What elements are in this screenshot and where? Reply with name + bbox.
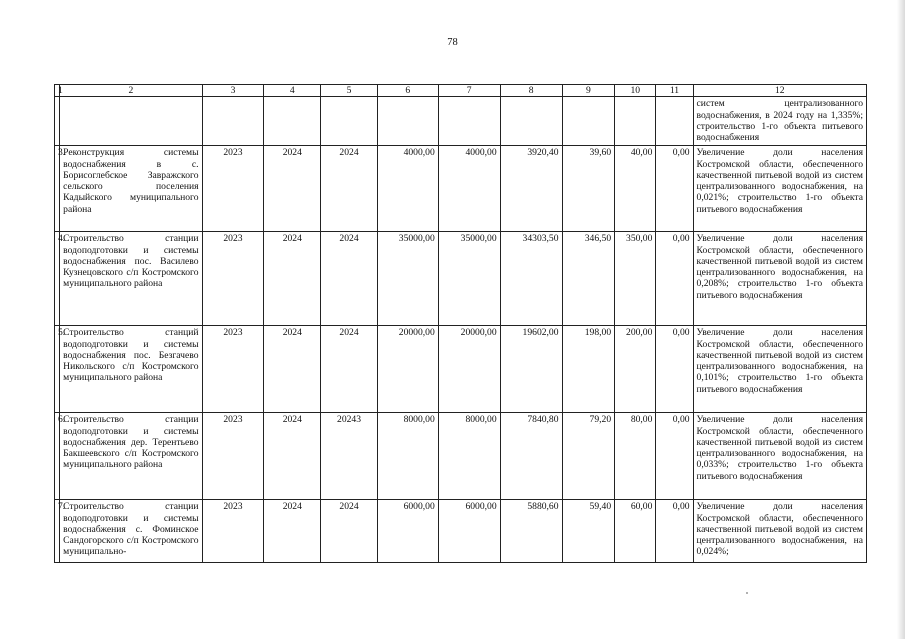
amount-local: 80,00 <box>615 413 656 500</box>
amount-federal: 19602,00 <box>500 326 562 413</box>
year-end: 2024 <box>321 232 378 326</box>
year-commission <box>264 97 321 146</box>
year-commission: 2024 <box>264 500 321 563</box>
year-end: 2024 <box>321 326 378 413</box>
column-header: 4 <box>264 85 321 97</box>
amount-other: 0,00 <box>656 326 693 413</box>
year-start: 2023 <box>202 232 264 326</box>
measure-name <box>60 97 202 146</box>
amount-2024: 6000,00 <box>438 500 500 563</box>
amount-federal <box>500 97 562 146</box>
amount-2024: 35000,00 <box>438 232 500 326</box>
year-start: 2023 <box>202 413 264 500</box>
amount-other <box>656 97 693 146</box>
amount-2024: 8000,00 <box>438 413 500 500</box>
year-end <box>321 97 378 146</box>
year-commission: 2024 <box>264 232 321 326</box>
year-end: 20243 <box>321 413 378 500</box>
measure-name: Строительство станций водоподготовки и системы водоснабжения пос. Безгачево Никольского с/п Костромского муниципального района <box>60 326 202 413</box>
row-number: 5. <box>55 326 60 413</box>
amount-local: 200,00 <box>615 326 656 413</box>
amount-2024: 4000,00 <box>438 146 500 232</box>
column-header: 9 <box>562 85 615 97</box>
expected-result: Увеличение доли населения Костромской области, обеспеченного качественной питьевой водой из систем централизованного водоснабжения, на 0,021%; строительство 1-го объекта питьевого водоснабжения <box>693 146 866 232</box>
amount-total: 35000,00 <box>377 232 438 326</box>
amount-local <box>615 97 656 146</box>
expected-result: Увеличение доли населения Костромской области, обеспеченного качественной питьевой водой из систем централизованного водоснабжения, на 0,033%; строительство 1-го объекта питьевого водоснабжения <box>693 413 866 500</box>
column-number-row <box>55 85 867 97</box>
amount-other: 0,00 <box>656 232 693 326</box>
amount-2024 <box>438 97 500 146</box>
column-header: 10 <box>615 85 656 97</box>
table-row <box>55 97 867 146</box>
year-start <box>202 97 264 146</box>
year-commission: 2024 <box>264 413 321 500</box>
amount-regional: 59,40 <box>562 500 615 563</box>
measure-name: Строительство станции водоподготовки и системы водоснабжения с. Фоминское Сандогорского с/п Костромского муниципально- <box>60 500 202 563</box>
column-header: 3 <box>202 85 264 97</box>
amount-2024: 20000,00 <box>438 326 500 413</box>
table-row <box>55 413 867 500</box>
row-number: 4. <box>55 232 60 326</box>
amount-federal: 7840,80 <box>500 413 562 500</box>
row-number: 3. <box>55 146 60 232</box>
measure-name: Строительство станции водоподготовки и системы водоснабжения дер. Терентьево Бакшеевского с/п Костромского муниципального района <box>60 413 202 500</box>
amount-federal: 5880,60 <box>500 500 562 563</box>
table-row <box>55 326 867 413</box>
table-row <box>55 232 867 326</box>
column-header: 7 <box>438 85 500 97</box>
measure-name: Реконструкция системы водоснабжения в с. Борисоглебское Завражского сельского поселения Кадыйского муниципального района <box>60 146 202 232</box>
amount-local: 60,00 <box>615 500 656 563</box>
expected-result: Увеличение доли населения Костромской области, обеспеченного качественной питьевой водой из систем централизованного водоснабжения, на 0,101%; строительство 1-го объекта питьевого водоснабжения <box>693 326 866 413</box>
year-end: 2024 <box>321 500 378 563</box>
amount-total: 6000,00 <box>377 500 438 563</box>
amount-regional <box>562 97 615 146</box>
column-header: 11 <box>656 85 693 97</box>
amount-other: 0,00 <box>656 146 693 232</box>
expected-result: систем централизованного водоснабжения, в 2024 году на 1,335%; строительство 1-го объекта питьевого водоснабжения <box>693 97 866 146</box>
amount-other: 0,00 <box>656 413 693 500</box>
amount-total: 8000,00 <box>377 413 438 500</box>
scan-speck <box>746 592 748 594</box>
amount-federal: 3920,40 <box>500 146 562 232</box>
amount-total <box>377 97 438 146</box>
program-measures-table <box>54 84 867 563</box>
amount-regional: 198,00 <box>562 326 615 413</box>
amount-local: 40,00 <box>615 146 656 232</box>
amount-regional: 346,50 <box>562 232 615 326</box>
amount-regional: 79,20 <box>562 413 615 500</box>
measure-name: Строительство станции водоподготовки и системы водоснабжения пос. Василево Кузнецовского с/п Костромского муниципального района <box>60 232 202 326</box>
amount-other: 0,00 <box>656 500 693 563</box>
year-start: 2023 <box>202 326 264 413</box>
amount-local: 350,00 <box>615 232 656 326</box>
row-number: 6. <box>55 413 60 500</box>
amount-total: 4000,00 <box>377 146 438 232</box>
year-commission: 2024 <box>264 326 321 413</box>
amount-regional: 39,60 <box>562 146 615 232</box>
expected-result: Увеличение доли населения Костромской области, обеспеченного качественной питьевой водой из систем централизованного водоснабжения, на 0,024%; <box>693 500 866 563</box>
expected-result: Увеличение доли населения Костромской области, обеспеченного качественной питьевой водой из систем централизованного водоснабжения, на 0,208%; строительство 1-го объекта питьевого водоснабжения <box>693 232 866 326</box>
column-header: 2 <box>60 85 202 97</box>
column-header: 6 <box>377 85 438 97</box>
column-header: 5 <box>321 85 378 97</box>
amount-total: 20000,00 <box>377 326 438 413</box>
column-header: 12 <box>693 85 866 97</box>
year-start: 2023 <box>202 500 264 563</box>
row-number: 7. <box>55 500 60 563</box>
column-header: 1 <box>55 85 60 97</box>
year-end: 2024 <box>321 146 378 232</box>
table-row <box>55 146 867 232</box>
year-start: 2023 <box>202 146 264 232</box>
table-row <box>55 500 867 563</box>
page-edge-shadow <box>897 0 905 639</box>
column-header: 8 <box>500 85 562 97</box>
year-commission: 2024 <box>264 146 321 232</box>
amount-federal: 34303,50 <box>500 232 562 326</box>
page-number: 78 <box>447 37 458 48</box>
